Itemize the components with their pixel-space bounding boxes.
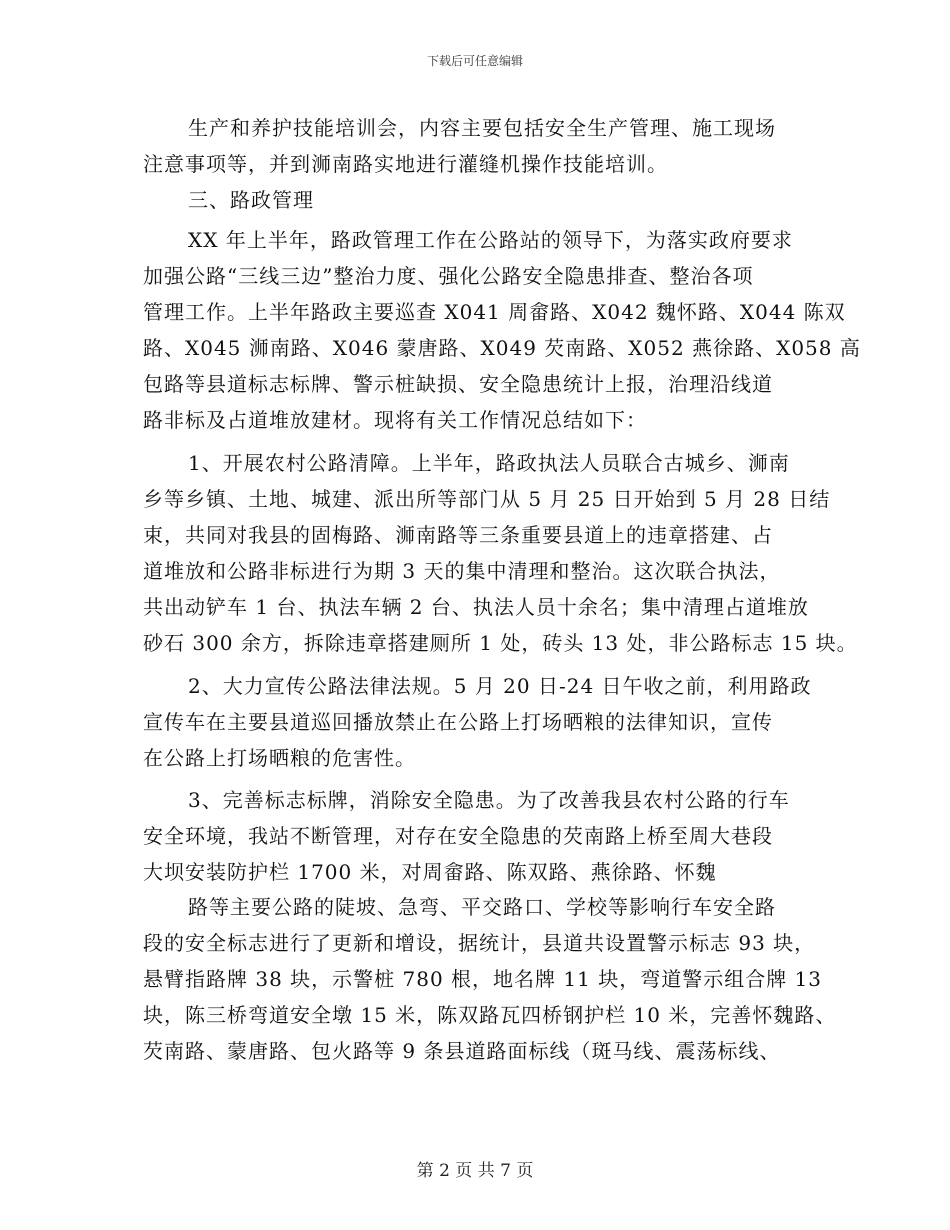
text-line: 在公路上打场晒粮的危害性。 bbox=[143, 746, 416, 770]
text-line: 路等主要公路的陡坡、急弯、平交路口、学校等影响行车安全路 bbox=[188, 895, 776, 919]
text-line: 道堆放和公路非标进行为期 3 天的集中清理和整治。这次联合执法， bbox=[143, 559, 781, 583]
text-line: 注意事项等，并到浉南路实地进行灌缝机操作技能培训。 bbox=[143, 152, 668, 176]
text-line: 共出动铲车 1 台、执法车辆 2 台、执法人员十余名；集中清理占道堆放 bbox=[143, 595, 809, 619]
section-heading: 三、路政管理 bbox=[188, 188, 314, 212]
page-footer: 第 2 页 共 7 页 bbox=[416, 1161, 534, 1181]
text-line: 段的安全标志进行了更新和增设，据统计，县道共设置警示标志 93 块， bbox=[143, 931, 816, 955]
text-line: 块，陈三桥弯道安全墩 15 米，陈双路瓦四桥钢护栏 10 米，完善怀魏路、 bbox=[143, 1003, 837, 1027]
text-line: 安全环境，我站不断管理，对存在安全隐患的芡南路上桥至周大巷段 bbox=[143, 824, 773, 848]
text-line: 3、完善标志标牌，消除安全隐患。为了改善我县农村公路的行车 bbox=[188, 788, 790, 812]
text-line: 宣传车在主要县道巡回播放禁止在公路上打场晒粮的法律知识，宣传 bbox=[143, 710, 773, 734]
text-line: 悬臂指路牌 38 块，示警桩 780 根，地名牌 11 块，弯道警示组合牌 13 bbox=[143, 967, 823, 991]
text-line: 1、开展农村公路清障。上半年，路政执法人员联合古城乡、浉南 bbox=[188, 451, 790, 475]
text-line: 乡等乡镇、土地、城建、派出所等部门从 5 月 25 日开始到 5 月 28 日结 bbox=[143, 487, 831, 511]
text-line: 砂石 300 余方，拆除违章搭建厕所 1 处，砖头 13 处，非公路标志 15 块。 bbox=[143, 631, 858, 655]
text-line: 束，共同对我县的固梅路、浉南路等三条重要县道上的违章搭建、占 bbox=[143, 523, 773, 547]
text-line: XX 年上半年，路政管理工作在公路站的领导下，为落实政府要求 bbox=[188, 228, 793, 252]
text-line: 包路等县道标志标牌、警示桩缺损、安全隐患统计上报，治理沿线道 bbox=[143, 372, 773, 396]
text-line: 管理工作。上半年路政主要巡查 X041 周畲路、X042 魏怀路、X044 陈双 bbox=[143, 300, 846, 324]
text-line: 路、X045 浉南路、X046 蒙唐路、X049 芡南路、X052 燕徐路、X058 高 bbox=[143, 336, 861, 360]
text-line: 生产和养护技能培训会，内容主要包括安全生产管理、施工现场 bbox=[188, 116, 776, 140]
text-line: 芡南路、蒙唐路、包火路等 9 条县道路面标线（斑马线、震荡标线、 bbox=[143, 1039, 781, 1063]
text-line: 路非标及占道堆放建材。现将有关工作情况总结如下： bbox=[143, 408, 647, 432]
page-header: 下载后可任意编辑 bbox=[426, 54, 523, 68]
text-line: 加强公路“三线三边”整治力度、强化公路安全隐患排查、整治各项 bbox=[143, 264, 754, 288]
text-line: 2、大力宣传公路法律法规。5 月 20 日-24 日午收之前，利用路政 bbox=[188, 674, 812, 698]
text-line: 大坝安装防护栏 1700 米，对周畲路、陈双路、燕徐路、怀魏 bbox=[143, 860, 717, 884]
